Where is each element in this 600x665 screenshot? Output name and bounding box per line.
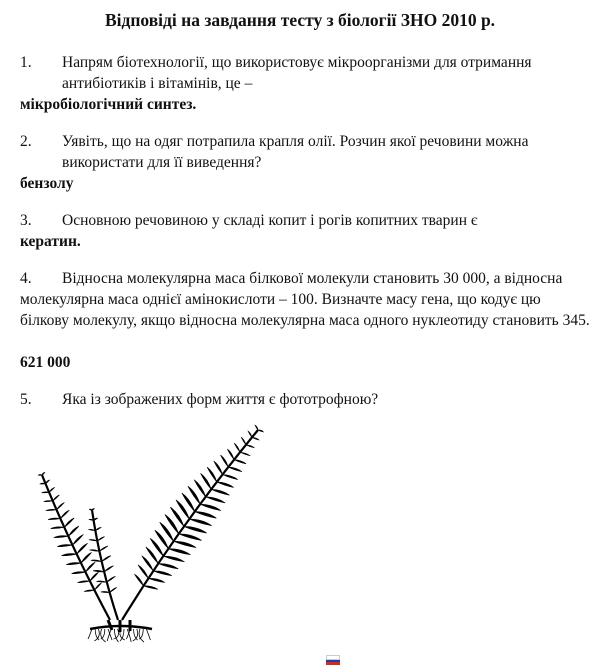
fern-pinna [72, 572, 86, 574]
question-text: Основною речовиною у складі копит і рогів копитних тварин є [62, 212, 478, 229]
fern-pinna [211, 489, 229, 495]
fern-pinna [148, 578, 165, 582]
fern-pinna [173, 541, 196, 547]
fern-pinna [42, 473, 45, 475]
fern-pinna [246, 445, 255, 448]
fern-pinna [57, 545, 72, 547]
fern-root [108, 629, 112, 640]
fern-root [88, 629, 92, 639]
answer-2: бензолу [20, 175, 74, 192]
question-number: 3. [20, 212, 32, 229]
fern-pinna [184, 526, 207, 533]
fern-pinna [248, 431, 252, 437]
fern-pinna [252, 437, 259, 439]
fern-pinna [195, 512, 217, 519]
fern-pinna [194, 480, 205, 497]
question-3 [20, 210, 590, 231]
fern-pinna [179, 534, 202, 541]
fern-pinna [207, 467, 217, 482]
fern-pinna [96, 581, 106, 582]
fern-pinna [60, 510, 69, 518]
fern-pinna [66, 563, 81, 565]
fern-pinna [234, 443, 240, 452]
fern-pinna [78, 581, 90, 583]
fern-pinna [84, 590, 94, 592]
question-number: 5. [20, 391, 32, 408]
fern-pinna [223, 475, 238, 480]
fern-pinna [94, 583, 101, 590]
answer-4: 621 000 [20, 354, 71, 371]
fern-pinna [135, 574, 144, 586]
fern-pinna [241, 437, 246, 445]
fern-pinna [221, 455, 229, 467]
fern-pinna [72, 534, 83, 545]
fern-pinna [144, 586, 158, 590]
fern-pinna [81, 552, 92, 563]
fern-stem [42, 475, 110, 620]
fern-pinna [163, 556, 184, 562]
question-5 [20, 389, 590, 410]
fern-pinna [93, 570, 104, 572]
fern-pinna [54, 536, 69, 538]
fern-pinna [42, 492, 49, 493]
answer-1: мікробіологічний синтез. [20, 96, 197, 113]
fern-pinna [138, 565, 148, 579]
fern-pinna [77, 543, 88, 554]
fern-pinna [53, 495, 60, 501]
fern-pinna [102, 556, 111, 562]
fern-pinna [110, 587, 117, 592]
fern-pinna [99, 546, 108, 551]
fern-pinna [258, 430, 263, 432]
fern-stem [122, 430, 258, 620]
fern-pinna [49, 488, 54, 493]
page-title: Відповіді на завдання тесту з біології ЗНО 2010 р. [104, 10, 496, 30]
fern-pinna [68, 526, 79, 536]
fern-pinna [40, 483, 45, 484]
fern-pinna [64, 518, 74, 527]
fern-pinna [104, 566, 113, 572]
question-number: 1. [20, 54, 32, 71]
fern-pinna [107, 576, 116, 582]
fern-pinna [38, 474, 42, 475]
question-text: Відносна молекулярна маса білкової молекули становить 30 000, а відносна молекулярна маса однієї амінокислоти – 100. Визначте масу гена, що кодує цю білкову молекулу, якщо відносна молекулярна маса одного нуклеотиду становить 345. [20, 270, 590, 329]
fern-pinna [168, 549, 190, 555]
fern-pinna [57, 502, 65, 509]
fern-pinna [214, 461, 223, 474]
fern-pinna [200, 504, 221, 510]
fern-pinna [189, 519, 211, 526]
fern-pinna [45, 480, 49, 484]
fern-pinna [234, 460, 246, 464]
question-1 [20, 52, 590, 94]
fern-pinna [206, 497, 226, 503]
fern-pinna [255, 425, 258, 430]
fern-pinna [51, 527, 65, 529]
fern-pinna [46, 509, 57, 510]
fern-pinna [91, 560, 102, 562]
question-2 [20, 131, 590, 173]
fern-pinna [89, 509, 92, 510]
fern-pinna [228, 467, 242, 472]
fern-root [146, 629, 150, 640]
question-4 [20, 268, 590, 331]
fern-pinna [95, 527, 101, 530]
fern-base-stem [108, 620, 112, 630]
fern-pinna [201, 473, 212, 489]
fern-pinna [61, 554, 76, 556]
fern-pinna [89, 550, 99, 552]
fern-stem [92, 510, 118, 620]
question-number: 2. [20, 133, 32, 150]
fern-pinna [217, 482, 234, 487]
language-flag-icon[interactable] [326, 655, 340, 663]
answer-3: кератин. [20, 233, 81, 250]
fern-pinna [153, 571, 171, 576]
fern-pinna [92, 509, 94, 510]
fern-pinna [90, 572, 99, 581]
question-text: Яка із зображених форм життя є фототрофною? [62, 391, 379, 408]
question-number: 4. [20, 270, 32, 287]
fern-illustration [30, 415, 280, 645]
fern-pinna [240, 452, 250, 456]
question-text: Уявіть, що на одяг потрапила крапля олії. Розчин якої речовини можна використати для її виведення? [62, 133, 529, 171]
fern-pinna [158, 564, 178, 569]
fern-pinna [227, 449, 234, 460]
fern-pinna [142, 556, 153, 571]
fern-pinna [48, 518, 60, 520]
fern-pinna [97, 537, 104, 541]
question-text: Напрям біотехнології, що використовує мікроорганізми для отримання антибіотиків і вітамінів, це – [62, 54, 532, 92]
fern-pinna [44, 501, 53, 502]
